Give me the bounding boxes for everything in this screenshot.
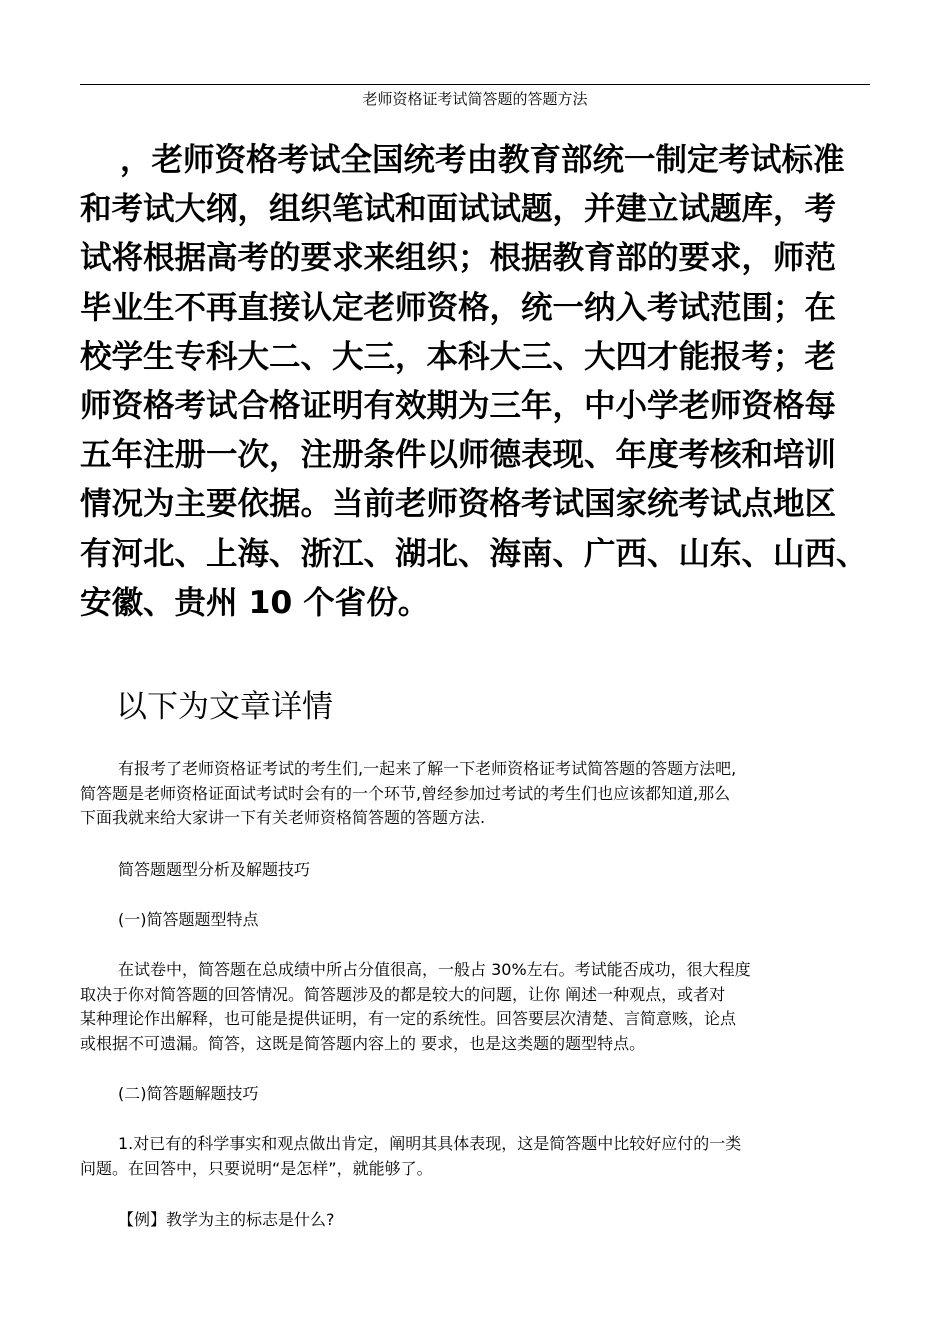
subtitle-text: (一)简答题题型特点 [118, 910, 259, 929]
intro-line: 有河北、上海、浙江、湖北、海南、广西、山东、山西、 [80, 535, 868, 572]
paragraph-line: 下面我就来给大家讲一下有关老师资格简答题的答题方法. [80, 808, 486, 827]
article-paragraph-intro [80, 757, 872, 831]
paragraph-line: 1.对已有的科学事实和观点做出肯定，阐明其具体表现，这是简答题中比较好应付的一类 [118, 1134, 742, 1153]
article-subtitle [80, 858, 872, 883]
subtitle-text: (二)简答题解题技巧 [118, 1084, 259, 1103]
paragraph-line: 有报考了老师资格证考试的考生们,一起来了解一下老师资格证考试简答题的答题方法吧, [118, 759, 737, 778]
article-paragraph-features [80, 958, 872, 1056]
article-subtitle [80, 1082, 872, 1107]
article-example [80, 1208, 872, 1233]
paragraph-line: 取决于你对简答题的回答情况。简答题涉及的都是较大的问题，让你 阐述一种观点，或者对 [80, 984, 726, 1004]
intro-line: 五年注册一次，注册条件以师德表现、年度考核和培训 [80, 437, 837, 474]
paragraph-line: 或根据不可遗漏。简答，这既是简答题内容上的 要求，也是这类题的题型特点。 [80, 1033, 646, 1053]
paragraph-line: 问题。在回答中，只要说明“是怎样”，就能够了。 [80, 1158, 433, 1178]
intro-line: 试将根据高考的要求来组织；根据教育部的要求，师范 [80, 240, 837, 277]
header-divider [80, 84, 870, 85]
article-paragraph-techniques [80, 1132, 872, 1181]
intro-line: 情况为主要依据。当前老师资格考试国家统考试点地区 [80, 486, 837, 523]
paragraph-line: 某种理论作出解释，也可能是提供证明，有一定的系统性。回答要层次清楚、言简意赅，论点 [80, 1009, 737, 1028]
section-heading: 以下为文章详情 [116, 689, 333, 725]
paragraph-line: 在试卷中，简答题在总成绩中所占分值很高，一般占 30%左右。考试能否成功，很大程度 [118, 960, 751, 979]
intro-line: 安徽、贵州 10 个省份。 [80, 584, 430, 621]
intro-line: ，老师资格考试全国统考由教育部统一制定考试标准 [120, 142, 845, 178]
subtitle-text: 简答题题型分析及解题技巧 [118, 860, 311, 879]
article-subtitle [80, 908, 872, 933]
intro-line: 和考试大纲，组织笔试和面试试题，并建立试题库，考 [80, 191, 837, 228]
page-header-title: 老师资格证考试简答题的答题方法 [362, 90, 588, 108]
paragraph-line: 简答题是老师资格证面试考试时会有的一个环节,曾经参加过考试的考生们也应该都知道,那么 [80, 783, 731, 803]
intro-paragraph [80, 136, 872, 628]
example-text: 【例】教学为主的标志是什么? [118, 1210, 335, 1229]
intro-line: 毕业生不再直接认定老师资格，统一纳入考试范围；在 [80, 289, 837, 326]
intro-line: 校学生专科大二、大三，本科大三、大四才能报考；老 [80, 338, 837, 375]
intro-line: 师资格考试合格证明有效期为三年，中小学老师资格每 [80, 388, 837, 425]
